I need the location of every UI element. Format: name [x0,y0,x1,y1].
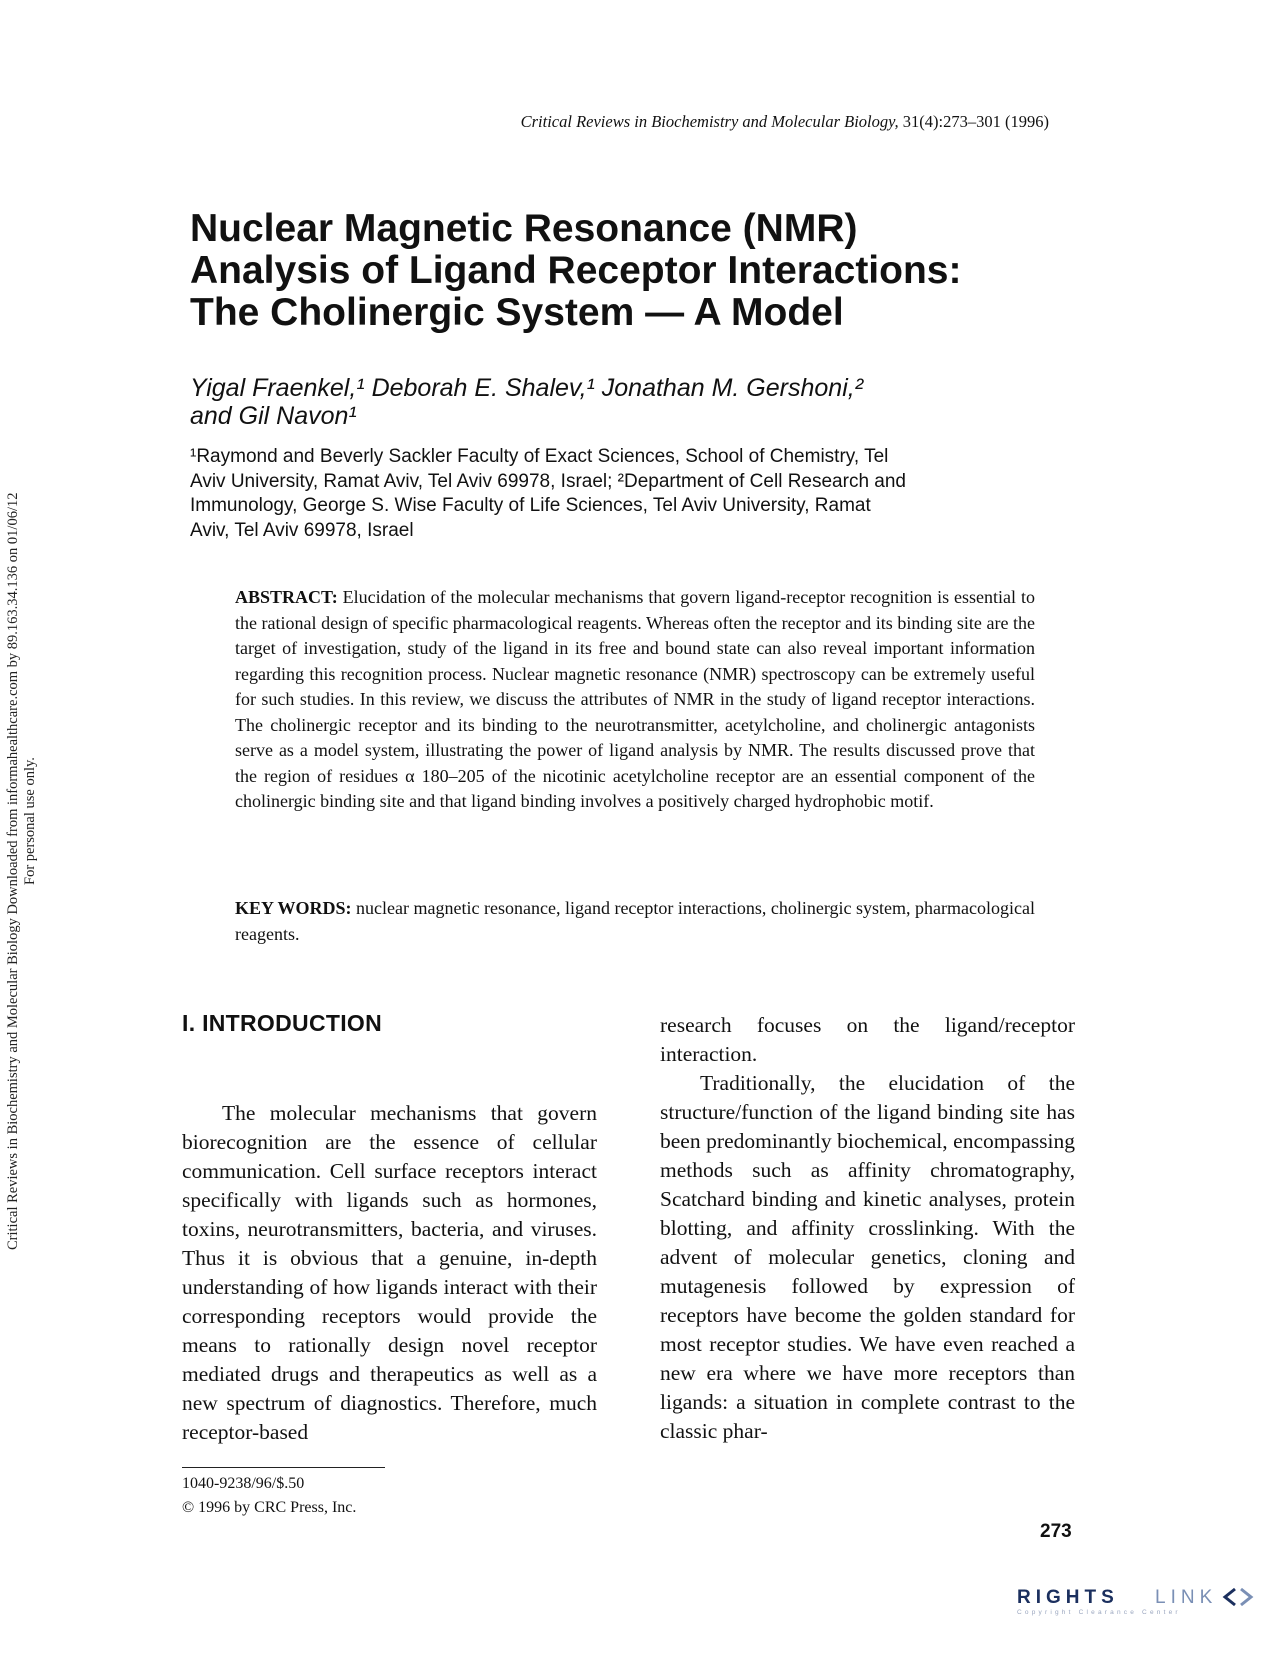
body-paragraph: Traditionally, the elucidation of the structure/function of the ligand binding site has been predominantly biochemical, encompassing methods such as affinity chromatography, Scatchard binding and kinetic analyses, protein blotting, and affinity crosslinking. With the advent of molecular genetics, cloning and mutagenesis followed by expression of receptors have become the golden standard for most receptor studies. We have even reached a new era where we have more receptors than ligands: a situation in complete contrast to the classic phar- [660,1071,1075,1443]
svg-text:LINK: LINK [1155,1587,1218,1608]
affiliation-line-1: ¹Raymond and Beverly Sackler Faculty of Exact Sciences, School of Chemistry, Tel [190,446,889,467]
watermark-line-2: For personal use only. [22,757,38,885]
rightslink-logo[interactable] [1017,1583,1257,1617]
page-number: 273 [1040,1521,1072,1542]
body-column-left [182,1099,597,1447]
journal-name: Critical Reviews in Biochemistry and Molecular Biology, [520,112,899,131]
svg-text:Copyright Clearance Center: Copyright Clearance Center [1017,1609,1181,1616]
svg-text:RIGHTS: RIGHTS [1017,1587,1119,1608]
keywords [235,896,1035,947]
footnote [182,1472,356,1520]
affiliation-line-4: Aviv, Tel Aviv 69978, Israel [190,519,414,541]
title-line-3: The Cholinergic System — A Model [190,291,844,334]
authors-line-1: Yigal Fraenkel,¹ Deborah E. Shalev,¹ Jonathan M. Gershoni,² [190,374,864,402]
body-column-right [660,1011,1075,1446]
author-list [190,374,1050,430]
body-paragraph: The molecular mechanisms that govern biorecognition are the essence of cellular communication. Cell surface receptors interact specifically with ligands such as hormones, toxins, neurotransmitters, bacteria, and viruses. Thus it is obvious that a genuine, in-depth understanding of how ligands interact with their corresponding receptors would provide the means to rationally design novel receptor mediated drugs and therapeutics as well as a new spectrum of diagnostics. Therefore, much receptor-based [182,1101,597,1444]
keywords-label: KEY WORDS: [235,898,352,918]
abstract-label: ABSTRACT: [235,587,338,607]
footnote-divider [182,1467,385,1468]
download-watermark [0,0,50,1657]
authors-line-2: and Gil Navon¹ [190,402,357,430]
abstract [235,585,1035,815]
journal-volume-pages: 31(4):273–301 (1996) [902,112,1049,131]
watermark-line-1: Critical Reviews in Biochemistry and Molecular Biology Downloaded from informahealthcare.com by 89.163.34.136 on 01/06/12 [5,492,21,1250]
affiliation-line-2: Aviv University, Ramat Aviv, Tel Aviv 69978, Israel; ²Department of Cell Research and [190,470,906,492]
section-heading-introduction: I. INTRODUCTION [182,1010,382,1036]
keywords-text: nuclear magnetic resonance, ligand receptor interactions, cholinergic system, pharmacological reagents. [235,898,1035,944]
rightslink-logo-mark [1017,1583,1257,1617]
affiliations [190,445,1040,543]
abstract-text: Elucidation of the molecular mechanisms that govern ligand-receptor recognition is essential to the rational design of specific pharmacological reagents. Whereas often the receptor and its binding site are the target of investigation, study of the ligand in its free and bound state can also reveal important information regarding this recognition process. Nuclear magnetic resonance (NMR) spectroscopy can be extremely useful for such studies. In this review, we discuss the attributes of NMR in the study of ligand receptor interactions. The cholinergic receptor and its binding to the neurotransmitter, acetylcholine, and cholinergic antagonists serve as a model system, illustrating the power of ligand analysis by NMR. The results discussed prove that the region of residues α 180–205 of the nicotinic acetylcholine receptor are an essential component of the cholinergic binding site and that ligand binding involves a positively charged hydrophobic motif. [235,587,1035,811]
copyright-notice: © 1996 by CRC Press, Inc. [182,1499,357,1516]
title-line-2: Analysis of Ligand Receptor Interactions: [190,249,962,292]
body-paragraph-continued: research focuses on the ligand/receptor interaction. [660,1013,1075,1066]
article-title [190,208,1090,334]
affiliation-line-3: Immunology, George S. Wise Faculty of Life Sciences, Tel Aviv University, Ramat [190,495,871,516]
journal-citation [521,112,1049,132]
issn-code: 1040-9238/96/$.50 [182,1475,305,1492]
title-line-1: Nuclear Magnetic Resonance (NMR) [190,207,858,250]
